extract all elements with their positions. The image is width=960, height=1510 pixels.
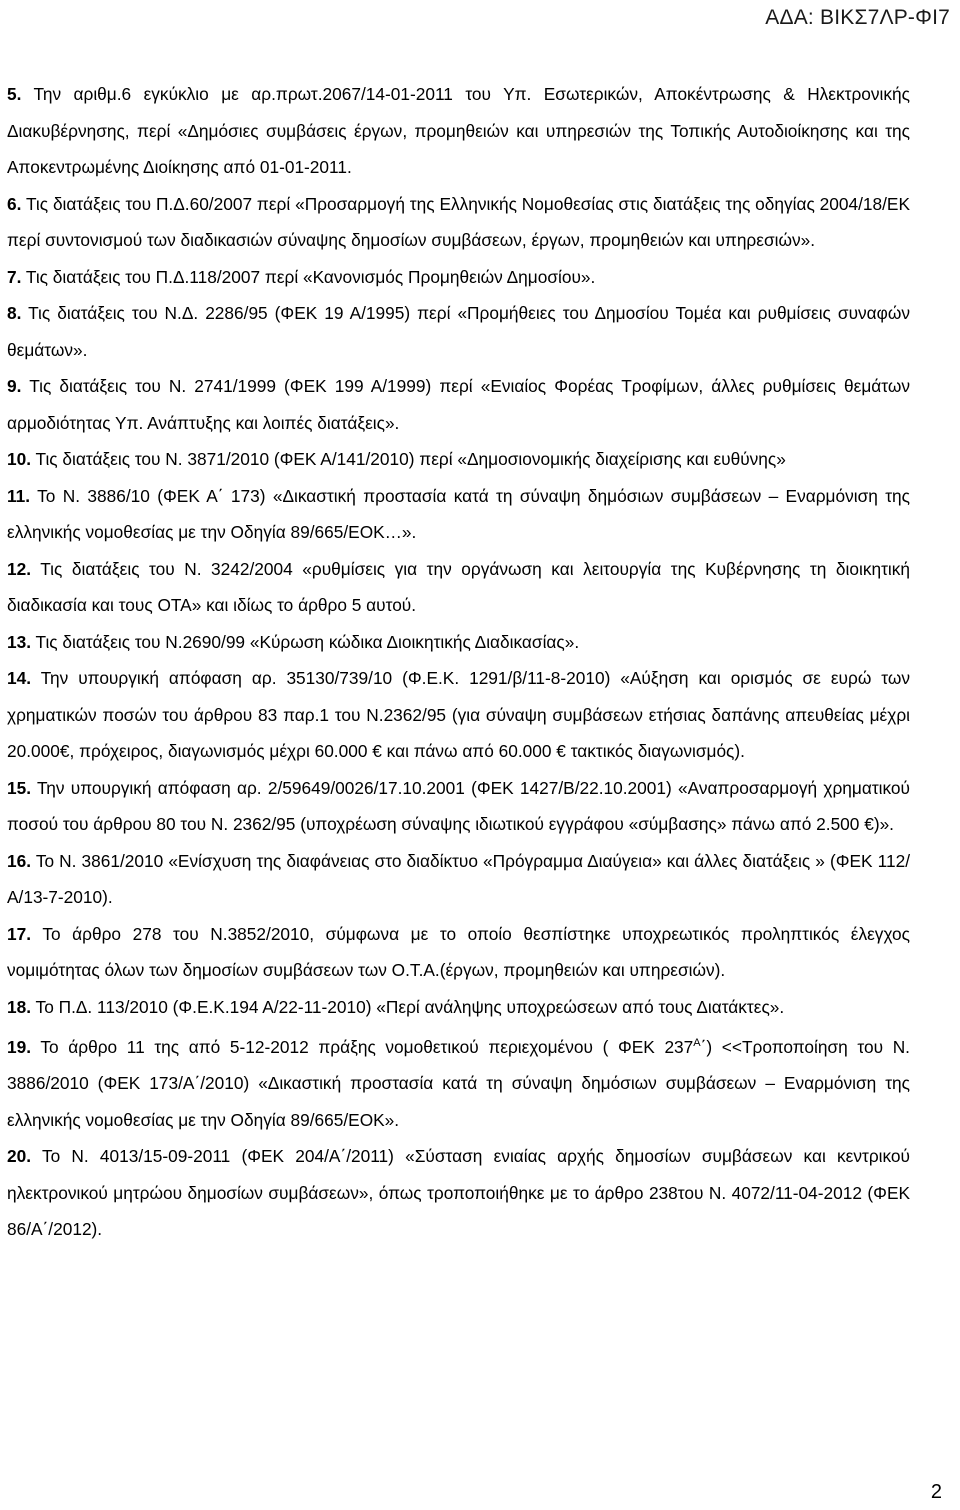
list-item-14 [7, 660, 910, 770]
list-item-20 [7, 1138, 910, 1248]
item-number: 12. [7, 558, 32, 579]
item-text: Το άρθρο 278 του Ν.3852/2010, σύμφωνα με το οποίο θεσπίστηκε υποχρεωτικός προληπτικός έλεγχος νομιμότητας όλων των δημοσίων συμβάσεων των Ο.Τ.Α.(έργων, προμηθειών και υπηρεσιών). [7, 923, 910, 980]
item-text: Τις διατάξεις του Π.Δ.60/2007 περί «Προσαρμογή της Ελληνικής Νομοθεσίας στις διατάξεις της οδηγίας 2004/18/ΕΚ περί συντονισμού των διαδικασιών σύναψης δημοσίων συμβάσεων, έργων, προμηθειών και υπηρεσιών». [7, 193, 910, 250]
item-number: 18. [7, 996, 32, 1017]
list-item-8 [7, 295, 910, 368]
list-item-12 [7, 551, 910, 624]
item-number: 8. [7, 303, 22, 323]
list-item-7 [7, 259, 910, 296]
item-text: Την υπουργική απόφαση αρ. 35130/739/10 (Φ.Ε.Κ. 1291/β/11-8-2010) «Αύξηση και ορισμός σε ευρώ των χρηματικών ποσών του άρθρου 83 παρ.1 του Ν.2362/95 (για σύναψη συμβάσεων ετήσιας δαπάνης απευθείας μέχρι 20.000€, πρόχειρος, διαγωνισμός μέχρι 60.000 € και πάνω από 60.000 € τακτικός διαγωνισμός). [7, 668, 910, 761]
item-text-before: Το άρθρο 11 της από 5-12-2012 πράξης νομοθετικού περιεχομένου ( ΦΕΚ 237 [40, 1036, 694, 1057]
list-item-15 [7, 770, 910, 843]
item-text: Το Ν. 4013/15-09-2011 (ΦΕΚ 204/Α΄/2011) «Σύσταση ενιαίας αρχής δημοσίων συμβάσεων και κεντρικού ηλεκτρονικού μητρώου δημοσίων συμβάσεων», όπως τροποποιήθηκε με το άρθρο 238του Ν. 4072/11-04-2012 (ΦΕΚ 86/Α΄/2012). [7, 1146, 910, 1240]
list-item-9 [7, 368, 910, 441]
item-number: 6. [7, 193, 22, 214]
item-number: 19. [7, 1036, 32, 1057]
item-text: Την αριθμ.6 εγκύκλιο με αρ.πρωτ.2067/14-01-2011 του Υπ. Εσωτερικών, Αποκέντρωσης & Ηλεκτρονικής Διακυβέρνησης, περί «Δημόσιες συμβάσεις έργων, προμηθειών και υπηρεσιών της Τοπικής Αυτοδιοίκησης και της Αποκεντρωμένης Διοίκησης από 01-01-2011. [7, 84, 910, 177]
superscript: Α [693, 1037, 701, 1049]
list-item-10 [7, 441, 910, 478]
list-item-6 [7, 186, 910, 259]
list-item-16 [7, 843, 910, 916]
item-number: 13. [7, 631, 32, 652]
item-text: Το Π.Δ. 113/2010 (Φ.Ε.Κ.194 Α/22-11-2010) «Περί ανάληψης υποχρεώσεων από τους Διατάκτες». [35, 996, 785, 1017]
list-item-17 [7, 916, 910, 989]
item-text: Τις διατάξεις του Ν. 3871/2010 (ΦΕΚ Α/141/2010) περί «Δημοσιονομικής διαχείρισης και ευθύνης» [35, 449, 786, 469]
list-item-19 [7, 1025, 910, 1138]
item-text: Τις διατάξεις του Ν.2690/99 «Κύρωση κώδικα Διοικητικής Διαδικασίας». [35, 631, 580, 652]
list-item-5 [7, 76, 910, 186]
item-text: Το Ν. 3886/10 (ΦΕΚ Α΄ 173) «Δικαστική προστασία κατά τη σύναψη δημόσιων συμβάσεων – Εναρμόνιση της ελληνικής νομοθεσίας με την Οδηγία 89/665/ΕΟΚ…». [7, 485, 910, 542]
item-number: 17. [7, 923, 32, 944]
item-text: Το Ν. 3861/2010 «Ενίσχυση της διαφάνειας στο διαδίκτυο «Πρόγραμμα Διαύγεια» και άλλες διατάξεις » (ΦΕΚ 112/Α/13-7-2010). [7, 850, 910, 907]
page-number: 2 [930, 1481, 942, 1503]
item-number: 5. [7, 84, 22, 104]
item-text: Τις διατάξεις του Ν. 2741/1999 (ΦΕΚ 199 Α/1999) περί «Ενιαίος Φορέας Τροφίμων, άλλες ρυθμίσεις θεμάτων αρμοδιότητας Υπ. Ανάπτυξης και λοιπές διατάξεις». [7, 376, 910, 433]
item-number: 20. [7, 1146, 32, 1167]
item-text: Τις διατάξεις του Π.Δ.118/2007 περί «Κανονισμός Προμηθειών Δημοσίου». [25, 266, 596, 287]
list-item-11 [7, 478, 910, 551]
item-number: 7. [7, 266, 22, 287]
ada-identifier: ΑΔΑ: ΒΙΚΣ7ΛΡ-ΦΙ7 [765, 6, 950, 29]
list-item-13 [7, 624, 910, 661]
item-number: 10. [7, 449, 32, 469]
item-number: 14. [7, 668, 32, 688]
item-number: 11. [7, 485, 31, 506]
item-text: Τις διατάξεις του Ν. 3242/2004 «ρυθμίσεις για την οργάνωση και λειτουργία της Κυβέρνησης τη διοικητική διαδικασία και τους ΟΤΑ» και ιδίως το άρθρο 5 αυτού. [7, 558, 910, 615]
item-number: 16. [7, 850, 32, 871]
item-text-after: ΄) <<Τροποποίηση του Ν. 3886/2010 (ΦΕΚ 173/Α΄/2010) «Δικαστική προστασία κατά τη σύναψη δημόσιων συμβάσεων – Εναρμόνιση της ελληνικής νομοθεσίας με την Οδηγία 89/665/ΕΟΚ». [7, 1036, 910, 1130]
item-number: 15. [7, 777, 32, 798]
document-body [7, 76, 910, 1248]
item-text: Την υπουργική απόφαση αρ. 2/59649/0026/17.10.2001 (ΦΕΚ 1427/Β/22.10.2001) «Αναπροσαρμογή χρηματικού ποσού του άρθρου 80 του Ν. 2362/95 (υποχρέωση σύναψης ιδιωτικού εγγράφου «σύμβασης» πάνω από 2.500 €)». [7, 777, 910, 834]
item-text: Τις διατάξεις του Ν.Δ. 2286/95 (ΦΕΚ 19 Α/1995) περί «Προμήθειες του Δημοσίου Τομέα και ρυθμίσεις συναφών θεμάτων». [7, 303, 910, 360]
item-number: 9. [7, 376, 22, 396]
list-item-18 [7, 989, 910, 1026]
